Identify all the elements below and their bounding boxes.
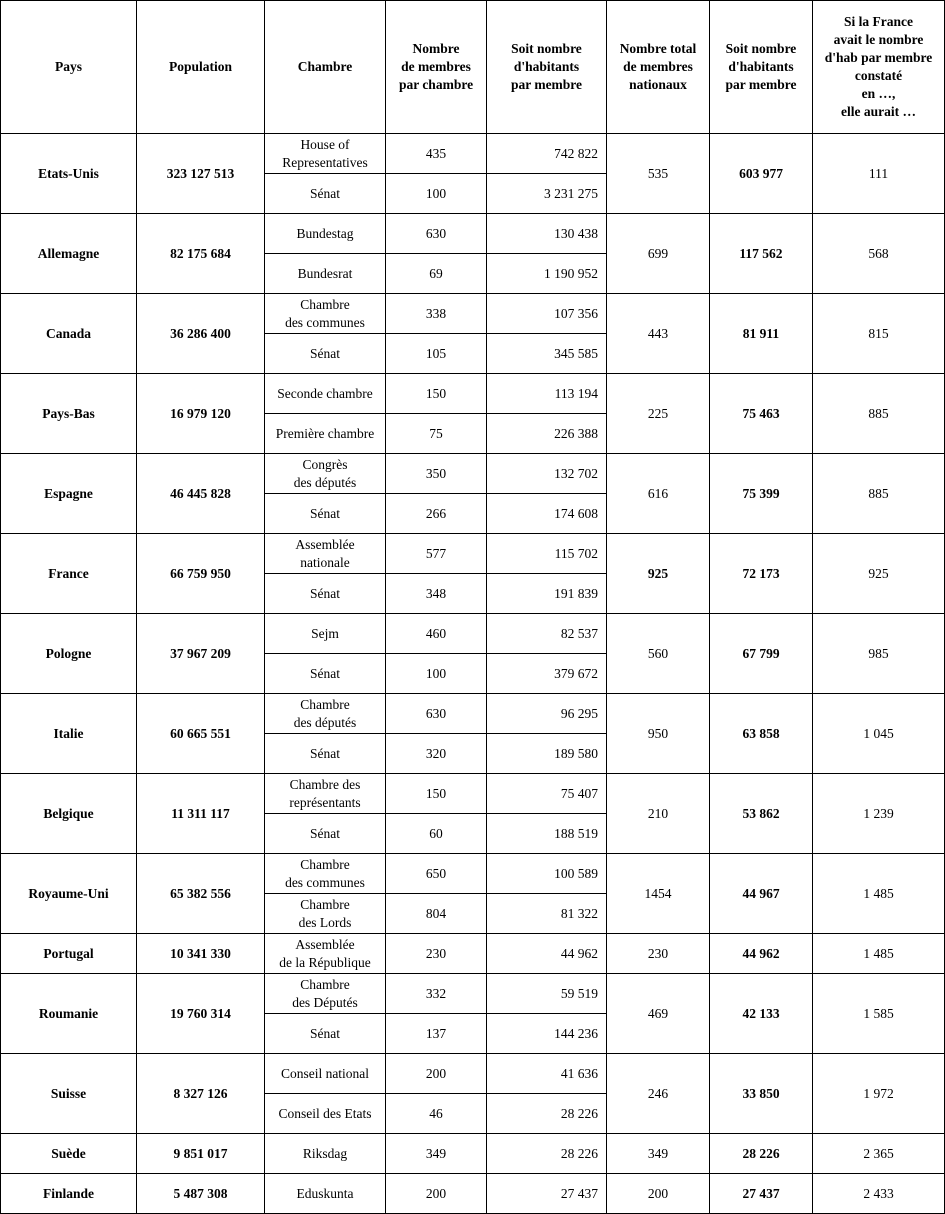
chamber-members-cell: 100 xyxy=(386,174,487,214)
chamber-inhabitants-cell: 144 236 xyxy=(487,1014,607,1054)
country-cell: Royaume-Uni xyxy=(1,854,137,934)
country-cell: Etats-Unis xyxy=(1,134,137,214)
chamber-inhabitants-cell: 113 194 xyxy=(487,374,607,414)
country-cell: Finlande xyxy=(1,1174,137,1214)
chamber-inhabitants-cell: 59 519 xyxy=(487,974,607,1014)
chamber-inhabitants-cell: 44 962 xyxy=(487,934,607,974)
total-members-cell: 1454 xyxy=(607,854,710,934)
chamber-name-cell: Chambre des Députés xyxy=(265,974,386,1014)
population-cell: 11 311 117 xyxy=(137,774,265,854)
chamber-name-cell: Chambre des communes xyxy=(265,294,386,334)
chamber-members-cell: 60 xyxy=(386,814,487,854)
country-cell: Canada xyxy=(1,294,137,374)
total-members-cell: 225 xyxy=(607,374,710,454)
table-row xyxy=(1,774,945,814)
chamber-name-cell: Bundestag xyxy=(265,214,386,254)
chamber-members-cell: 46 xyxy=(386,1094,487,1134)
chamber-inhabitants-cell: 132 702 xyxy=(487,454,607,494)
chamber-name-cell: Sénat xyxy=(265,1014,386,1054)
table-row xyxy=(1,534,945,574)
chamber-name-cell: Conseil national xyxy=(265,1054,386,1094)
chamber-name-cell: Assemblée nationale xyxy=(265,534,386,574)
table-row xyxy=(1,214,945,254)
chamber-inhabitants-cell: 41 636 xyxy=(487,1054,607,1094)
chamber-inhabitants-cell: 28 226 xyxy=(487,1134,607,1174)
france-equivalent-cell: 985 xyxy=(813,614,945,694)
chamber-inhabitants-cell: 96 295 xyxy=(487,694,607,734)
chamber-members-cell: 230 xyxy=(386,934,487,974)
total-members-cell: 699 xyxy=(607,214,710,294)
chamber-inhabitants-cell: 130 438 xyxy=(487,214,607,254)
table-row xyxy=(1,974,945,1014)
chamber-members-cell: 630 xyxy=(386,214,487,254)
chamber-name-cell: Première chambre xyxy=(265,414,386,454)
chamber-name-cell: Sénat xyxy=(265,814,386,854)
france-equivalent-cell: 2 433 xyxy=(813,1174,945,1214)
chamber-inhabitants-cell: 345 585 xyxy=(487,334,607,374)
chamber-inhabitants-cell: 742 822 xyxy=(487,134,607,174)
total-members-cell: 200 xyxy=(607,1174,710,1214)
total-members-cell: 210 xyxy=(607,774,710,854)
chamber-inhabitants-cell: 3 231 275 xyxy=(487,174,607,214)
france-equivalent-cell: 1 485 xyxy=(813,854,945,934)
france-equivalent-cell: 925 xyxy=(813,534,945,614)
header-population: Population xyxy=(137,1,265,134)
header-chambre: Chambre xyxy=(265,1,386,134)
header-si-france: Si la France avait le nombre d'hab par membre constaté en …, elle aurait … xyxy=(813,1,945,134)
population-cell: 16 979 120 xyxy=(137,374,265,454)
chamber-name-cell: Sénat xyxy=(265,574,386,614)
national-ratio-cell: 603 977 xyxy=(710,134,813,214)
population-cell: 9 851 017 xyxy=(137,1134,265,1174)
chamber-inhabitants-cell: 379 672 xyxy=(487,654,607,694)
chamber-inhabitants-cell: 100 589 xyxy=(487,854,607,894)
national-ratio-cell: 117 562 xyxy=(710,214,813,294)
header-habitants-par-membre: Soit nombre d'habitants par membre xyxy=(487,1,607,134)
total-members-cell: 560 xyxy=(607,614,710,694)
population-cell: 36 286 400 xyxy=(137,294,265,374)
table-row xyxy=(1,694,945,734)
france-equivalent-cell: 111 xyxy=(813,134,945,214)
chamber-members-cell: 75 xyxy=(386,414,487,454)
chamber-name-cell: Sénat xyxy=(265,334,386,374)
national-ratio-cell: 28 226 xyxy=(710,1134,813,1174)
chamber-members-cell: 332 xyxy=(386,974,487,1014)
chamber-members-cell: 804 xyxy=(386,894,487,934)
total-members-cell: 443 xyxy=(607,294,710,374)
population-cell: 19 760 314 xyxy=(137,974,265,1054)
population-cell: 65 382 556 xyxy=(137,854,265,934)
chamber-members-cell: 150 xyxy=(386,374,487,414)
country-cell: Italie xyxy=(1,694,137,774)
chamber-inhabitants-cell: 107 356 xyxy=(487,294,607,334)
country-cell: Belgique xyxy=(1,774,137,854)
country-cell: Suède xyxy=(1,1134,137,1174)
chamber-members-cell: 266 xyxy=(386,494,487,534)
total-members-cell: 246 xyxy=(607,1054,710,1134)
country-cell: Pays-Bas xyxy=(1,374,137,454)
france-equivalent-cell: 885 xyxy=(813,374,945,454)
country-cell: Roumanie xyxy=(1,974,137,1054)
header-row xyxy=(1,1,945,134)
chamber-members-cell: 435 xyxy=(386,134,487,174)
chamber-members-cell: 137 xyxy=(386,1014,487,1054)
chamber-name-cell: Sénat xyxy=(265,174,386,214)
chamber-name-cell: Congrès des députés xyxy=(265,454,386,494)
france-equivalent-cell: 815 xyxy=(813,294,945,374)
country-cell: Allemagne xyxy=(1,214,137,294)
population-cell: 37 967 209 xyxy=(137,614,265,694)
population-cell: 82 175 684 xyxy=(137,214,265,294)
chamber-members-cell: 350 xyxy=(386,454,487,494)
header-total-nationaux: Nombre total de membres nationaux xyxy=(607,1,710,134)
total-members-cell: 950 xyxy=(607,694,710,774)
national-ratio-cell: 81 911 xyxy=(710,294,813,374)
total-members-cell: 349 xyxy=(607,1134,710,1174)
france-equivalent-cell: 1 585 xyxy=(813,974,945,1054)
chamber-name-cell: Bundesrat xyxy=(265,254,386,294)
chamber-inhabitants-cell: 27 437 xyxy=(487,1174,607,1214)
national-ratio-cell: 53 862 xyxy=(710,774,813,854)
chamber-name-cell: Chambre des communes xyxy=(265,854,386,894)
country-cell: Portugal xyxy=(1,934,137,974)
table-body xyxy=(1,134,945,1214)
total-members-cell: 616 xyxy=(607,454,710,534)
chamber-inhabitants-cell: 174 608 xyxy=(487,494,607,534)
chamber-name-cell: Conseil des Etats xyxy=(265,1094,386,1134)
table-row xyxy=(1,294,945,334)
national-ratio-cell: 33 850 xyxy=(710,1054,813,1134)
country-cell: Pologne xyxy=(1,614,137,694)
table-row xyxy=(1,1134,945,1174)
table-row xyxy=(1,854,945,894)
france-equivalent-cell: 1 239 xyxy=(813,774,945,854)
chamber-inhabitants-cell: 189 580 xyxy=(487,734,607,774)
chamber-members-cell: 200 xyxy=(386,1174,487,1214)
chamber-name-cell: Eduskunta xyxy=(265,1174,386,1214)
chamber-members-cell: 577 xyxy=(386,534,487,574)
chamber-name-cell: Riksdag xyxy=(265,1134,386,1174)
national-ratio-cell: 63 858 xyxy=(710,694,813,774)
chamber-name-cell: Chambre des Lords xyxy=(265,894,386,934)
france-equivalent-cell: 568 xyxy=(813,214,945,294)
chamber-inhabitants-cell: 75 407 xyxy=(487,774,607,814)
national-ratio-cell: 44 962 xyxy=(710,934,813,974)
table-row xyxy=(1,134,945,174)
total-members-cell: 469 xyxy=(607,974,710,1054)
chamber-members-cell: 338 xyxy=(386,294,487,334)
chamber-name-cell: Chambre des députés xyxy=(265,694,386,734)
country-cell: Espagne xyxy=(1,454,137,534)
france-equivalent-cell: 2 365 xyxy=(813,1134,945,1174)
chamber-inhabitants-cell: 81 322 xyxy=(487,894,607,934)
chamber-inhabitants-cell: 115 702 xyxy=(487,534,607,574)
national-ratio-cell: 42 133 xyxy=(710,974,813,1054)
population-cell: 5 487 308 xyxy=(137,1174,265,1214)
table-row xyxy=(1,1054,945,1094)
header-membres-par-chambre: Nombre de membres par chambre xyxy=(386,1,487,134)
national-ratio-cell: 44 967 xyxy=(710,854,813,934)
chamber-name-cell: Seconde chambre xyxy=(265,374,386,414)
national-ratio-cell: 67 799 xyxy=(710,614,813,694)
chamber-members-cell: 348 xyxy=(386,574,487,614)
country-cell: France xyxy=(1,534,137,614)
chamber-members-cell: 650 xyxy=(386,854,487,894)
population-cell: 66 759 950 xyxy=(137,534,265,614)
chamber-members-cell: 200 xyxy=(386,1054,487,1094)
chamber-name-cell: Sénat xyxy=(265,734,386,774)
table-row xyxy=(1,374,945,414)
header-habitants-par-membre-total: Soit nombre d'habitants par membre xyxy=(710,1,813,134)
country-cell: Suisse xyxy=(1,1054,137,1134)
national-ratio-cell: 75 399 xyxy=(710,454,813,534)
table-row xyxy=(1,1174,945,1214)
france-equivalent-cell: 885 xyxy=(813,454,945,534)
chamber-name-cell: Assemblée de la République xyxy=(265,934,386,974)
chamber-name-cell: House of Representatives xyxy=(265,134,386,174)
population-cell: 46 445 828 xyxy=(137,454,265,534)
chamber-members-cell: 630 xyxy=(386,694,487,734)
chamber-members-cell: 150 xyxy=(386,774,487,814)
chamber-members-cell: 460 xyxy=(386,614,487,654)
chamber-name-cell: Sénat xyxy=(265,494,386,534)
table-row xyxy=(1,614,945,654)
chamber-inhabitants-cell: 191 839 xyxy=(487,574,607,614)
national-ratio-cell: 75 463 xyxy=(710,374,813,454)
population-cell: 10 341 330 xyxy=(137,934,265,974)
chamber-members-cell: 320 xyxy=(386,734,487,774)
chamber-inhabitants-cell: 82 537 xyxy=(487,614,607,654)
chamber-name-cell: Chambre des représentants xyxy=(265,774,386,814)
france-equivalent-cell: 1 045 xyxy=(813,694,945,774)
chamber-name-cell: Sénat xyxy=(265,654,386,694)
national-ratio-cell: 72 173 xyxy=(710,534,813,614)
chamber-members-cell: 100 xyxy=(386,654,487,694)
chamber-members-cell: 69 xyxy=(386,254,487,294)
france-equivalent-cell: 1 485 xyxy=(813,934,945,974)
header-pays: Pays xyxy=(1,1,137,134)
table-row xyxy=(1,934,945,974)
population-cell: 60 665 551 xyxy=(137,694,265,774)
chamber-members-cell: 105 xyxy=(386,334,487,374)
national-ratio-cell: 27 437 xyxy=(710,1174,813,1214)
total-members-cell: 535 xyxy=(607,134,710,214)
total-members-cell: 925 xyxy=(607,534,710,614)
table-row xyxy=(1,454,945,494)
chamber-members-cell: 349 xyxy=(386,1134,487,1174)
chamber-inhabitants-cell: 226 388 xyxy=(487,414,607,454)
chamber-name-cell: Sejm xyxy=(265,614,386,654)
total-members-cell: 230 xyxy=(607,934,710,974)
population-cell: 323 127 513 xyxy=(137,134,265,214)
chamber-inhabitants-cell: 1 190 952 xyxy=(487,254,607,294)
france-equivalent-cell: 1 972 xyxy=(813,1054,945,1134)
chamber-inhabitants-cell: 188 519 xyxy=(487,814,607,854)
chamber-inhabitants-cell: 28 226 xyxy=(487,1094,607,1134)
population-cell: 8 327 126 xyxy=(137,1054,265,1134)
